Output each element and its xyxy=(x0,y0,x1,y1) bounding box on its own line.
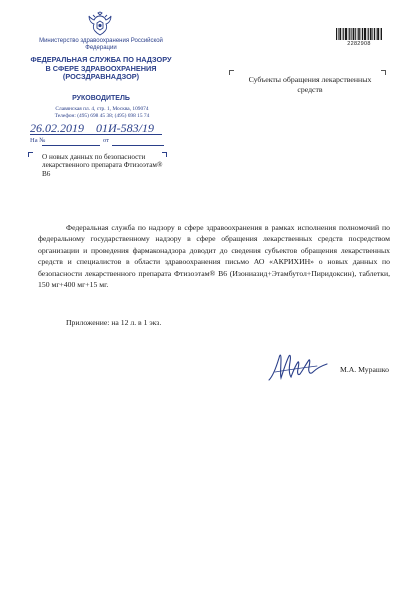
ministry-name: Министерство здравоохранения Российской Федерации xyxy=(39,38,163,51)
registration-underline xyxy=(30,134,162,135)
address-block xyxy=(40,106,164,120)
recipient-block: Субъекты обращения лекарственных средств xyxy=(248,75,372,94)
letter-subject: О новых данных по безопасности лекарственного препарата Фтизоэтам® В6 xyxy=(42,153,163,178)
head-title: РУКОВОДИТЕЛЬ xyxy=(72,95,130,102)
signer-name: М.А. Мурашко xyxy=(339,365,389,374)
reference-date-line xyxy=(112,145,164,146)
registration-field xyxy=(30,121,160,135)
service-name: ФЕДЕРАЛЬНАЯ СЛУЖБА ПО НАДЗОРУ В СФЕРЕ ЗДРАВООХРАНЕНИЯ (РОСЗДРАВНАДЗОР) xyxy=(30,55,172,81)
address-line: Славянская пл. 4, стр. 1, Москва, 109074 xyxy=(55,106,149,112)
letter-body: Федеральная служба по надзору в сфере здравоохранения в рамках исполнения полномочий по федеральному государственному надзору в сфере обращения лекарственных средств посредством организации и проведения фармаконадзора доводит до сведения субъектов обращения лекарственных средств и специалистов в области здравоохранения письмо АО «АКРИХИН» о новых данных по безопасности лекарственного препарата Фтизоэтам® В6 (Изониазид+Этамбутол+Пиридоксин), таблетки, 150 мг+400 мг+15 мг. xyxy=(38,223,390,290)
subject-bracket-left xyxy=(28,152,33,157)
reference-date-label: от xyxy=(103,137,110,144)
phone-line: Телефон: (495) 698 45 38; (495) 698 15 74 xyxy=(54,113,150,119)
double-headed-eagle-icon xyxy=(87,11,113,37)
barcode-icon xyxy=(336,28,382,40)
registration-date: 26.02.2019 xyxy=(30,121,84,135)
reference-number-line xyxy=(42,145,100,146)
attachment-note: Приложение: на 12 л. в 1 экз. xyxy=(66,318,162,327)
registration-number: 01И-583/19 xyxy=(96,121,154,135)
recipient-bracket-right xyxy=(381,70,386,75)
recipient-bracket-left xyxy=(229,70,234,75)
barcode-number: 2282908 xyxy=(347,41,371,47)
reference-number-label: На № xyxy=(30,137,46,144)
